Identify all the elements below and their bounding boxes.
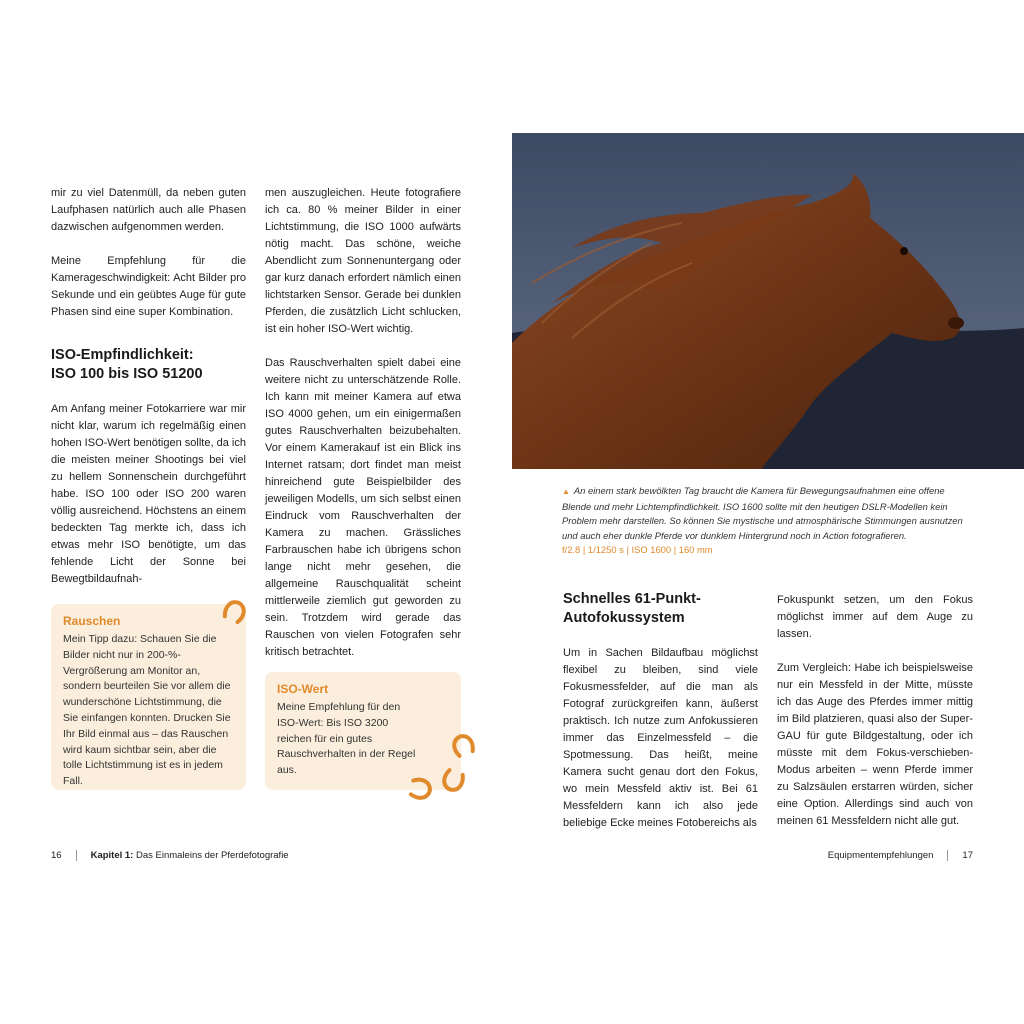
box-body: Meine Empfehlung für den ISO-Wert: Bis ISO 3200 reichen für ein gutes Rauschverhalten in der Regel aus. [277,701,416,777]
horseshoe-icon [222,598,248,624]
footer-left [51,850,289,861]
chapter-title: Das Einmaleins der Pferdefotografie [135,850,289,862]
paragraph: Fokuspunkt setzen, um den Fokus möglichst immer auf dem Auge zu lassen. [777,594,973,640]
box-title: Rauschen [63,614,121,628]
divider [947,850,948,861]
tip-box-iso-wert [265,672,461,790]
left-column-1 [51,185,246,605]
caption-marker-icon: ▲ [562,487,570,496]
divider [76,850,77,861]
photo-caption [562,484,974,558]
page-number: 16 [51,850,62,862]
box-title: ISO-Wert [277,682,329,696]
paragraph: Zum Vergleich: Habe ich beispielsweise nur ein Messfeld in der Mitte, müsste ich das Auge des Pferdes immer mittig im Bild platzieren, quasi also der Super-GAU für gute Bildgestaltung, oder ich müsste mit dem Fokus-verschieben-Modus arbeiten – wenn Pferde immer zu Salzsäulen erstarren würden, sicher eine Option. Allerdings sind auch von meinen 61 Messfeldern nicht alle gut. [777,662,973,827]
footer-right [828,850,973,861]
section-title: Equipmentempfehlungen [827,850,934,862]
right-column-2 [777,592,973,847]
caption-exif: f/2.8 | 1/1250 s | ISO 1600 | 160 mm [562,544,713,555]
right-column-1 [563,590,758,849]
paragraph: mir zu viel Datenmüll, da neben guten Laufphasen natürlich auch alle Phasen dazwischen aufgenommen werden. [51,187,246,233]
heading-line: Schnelles 61-Punkt- [563,591,701,607]
heading-line: Autofokussystem [563,610,685,626]
section-heading-autofocus [563,590,758,628]
paragraph: men auszugleichen. Heute fotografiere ich ca. 80 % meiner Bilder in einer Lichtstimmung, die ISO 1000 aufwärts nötig macht. Das schöne, weiche Abendlicht zum Sonnenuntergang oder gar kurz danach erfordert nämlich einen lichtstarken Sensor. Gerade bei dunklen Pferden, die zusätzlich Licht schlucken, ist ein hoher ISO-Wert wichtig. [265,187,461,335]
paragraph: Das Rauschverhalten spielt dabei eine weitere nicht zu unterschätzende Rolle. Ich kann mit meiner Kamera auf etwa ISO 4000 gehen, um ein einigermaßen gutes Rauschverhalten beizubehalten. Vor einem Kamerakauf ist ein Blick ins Internet ratsam; dort findet man meist hinreichend gute Beispielbilder des jeweiligen Modells, um sich selbst einen Eindruck vom Rauschverhalten der Kamera zu machen. Grässliches Farbrauschen habe ich übrigens schon lange nicht mehr gesehen, die allgemeine Rauschqualität scheint mittlerweile ziemlich gut geworden zu sein. Trotzdem wird gerade das Rauschen von vielen Fotografen sehr kritisch betrachtet. [265,357,461,658]
box-body: Mein Tipp dazu: Schauen Sie die Bilder nicht nur in 200-%-Vergrößerung am Monitor an, sondern beurteilen Sie vor allem die wunderschöne Lichtstimmung, die Sie einfangen konnten. Drucken Sie Ihr Bild einmal aus – das Rauschen wird kaum sichtbar sein, aber die tolle Lichtstimmung ist es in jedem Fall. [63,633,231,788]
horse-photo [512,133,1024,469]
horseshoe-icon [450,732,476,758]
horseshoe-icon [440,768,466,794]
caption-text: An einem stark bewölkten Tag braucht die Kamera für Bewegungsaufnahmen eine offene Blende und mehr Lichtempfindlichkeit. ISO 1600 sollte mit den heutigen DSLR-Modellen kein Problem mehr darstellen. So können Sie mystische und atmosphärische Stimmungen ausnutzen und auch eher dunkle Pferde vor dunklem Hintergrund noch in Action fotografieren. [562,485,963,541]
horse-image [512,133,1024,469]
section-heading-iso [51,346,246,384]
horseshoe-icon [408,776,434,802]
page-number: 17 [962,850,973,862]
heading-line: ISO 100 bis ISO 51200 [51,366,203,382]
paragraph: Um in Sachen Bildaufbau möglichst flexibel zu bleiben, sind viele Fokusmessfelder, auf die man als Fotograf zurückgreifen kann, äußerst praktisch. Ich nutze zum Anfokussieren immer das Einzelmessfeld – die Spotmessung. Das heißt, meine Kamera sucht genau dort den Fokus, wo mein Messfeld aktiv ist. Bei 61 Messfeldern kann ich also jede beliebige Ecke meines Fotobereichs als [563,647,758,829]
paragraph: Meine Empfehlung für die Kamerageschwindigkeit: Acht Bilder pro Sekunde und ein geübtes Auge für gute Phasen sind eine super Kombination. [51,255,246,318]
tip-box-rauschen [51,604,246,790]
paragraph: Am Anfang meiner Fotokarriere war mir nicht klar, warum ich regelmäßig einen hohen ISO-Wert benötigen sollte, da ich die meisten meiner Shootings bei viel zu hellem Sonnenschein durchgeführt habe. ISO 100 oder ISO 200 waren völlig ausreichend. Höchstens an einem bedeckten Tag merkte ich, dass ich etwas mehr ISO benötigte, um das fehlende Licht der Sonne bei Bewegtbildaufnah- [51,403,246,585]
left-column-2 [265,185,461,678]
heading-line: ISO-Empfindlichkeit: [51,347,194,363]
chapter-label: Kapitel 1: [90,850,134,862]
